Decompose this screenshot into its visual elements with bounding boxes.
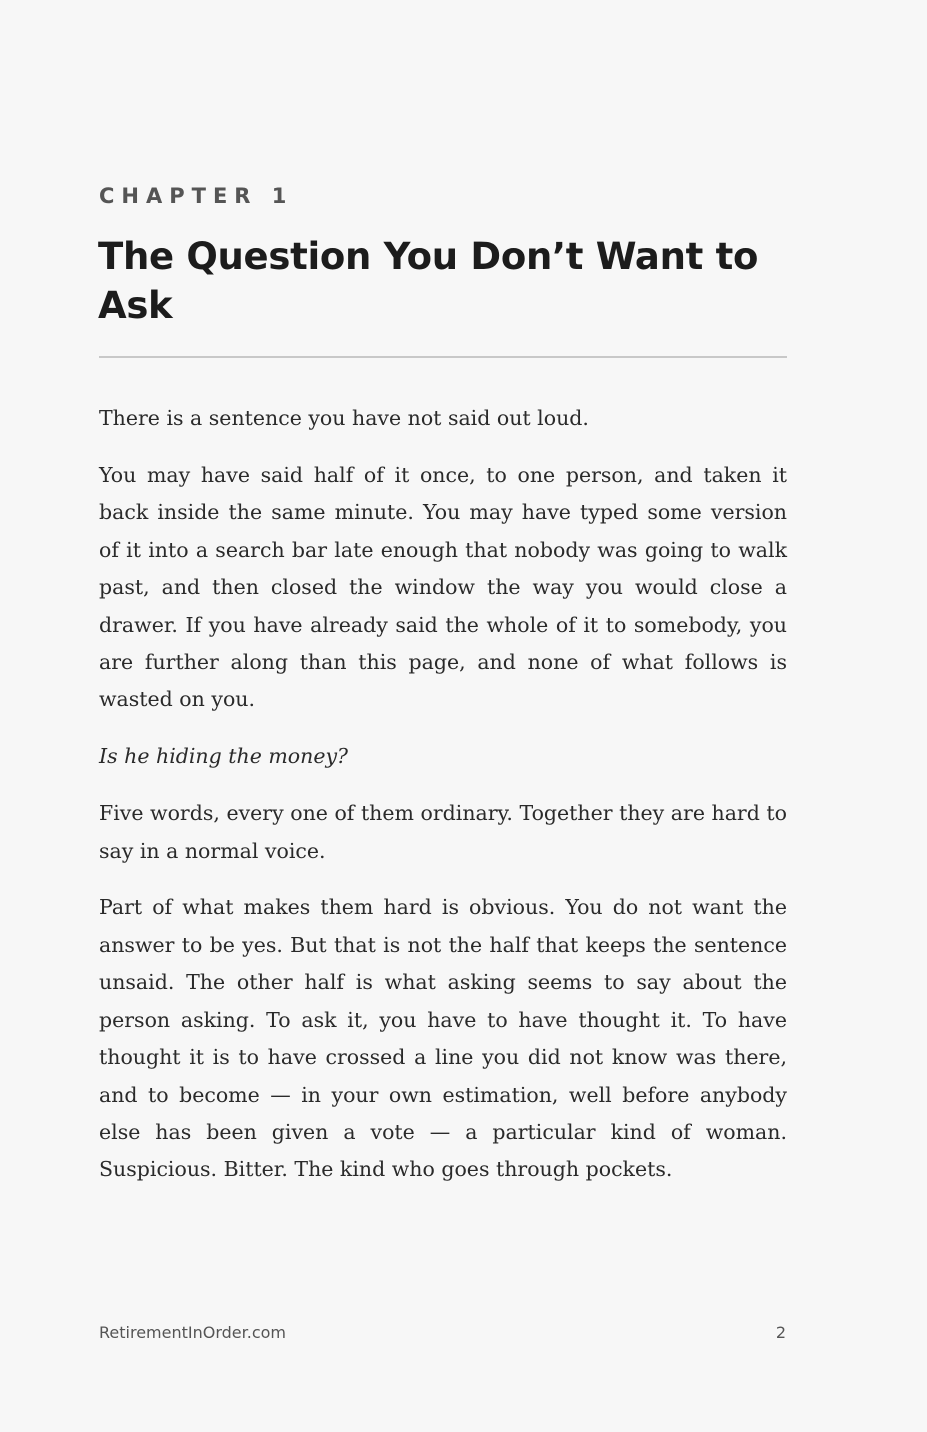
footer-page-number: 2 [775, 1323, 786, 1342]
title-divider [99, 356, 787, 358]
footer-website: RetirementInOrder.com [99, 1323, 286, 1342]
chapter-title: The Question You Don’t Want to Ask [98, 235, 759, 327]
paragraph-5: Part of what makes them hard is obvious. You do not want the answer to be yes. But that is not the half that keeps the sentence unsaid. The other half is what asking seems to say about the person asking. To ask it, you have to have thought it. To have thought it is to have crossed a line you did not know was there, and to become — in your own estimation, well before anybody else has been given a vote — a particular kind of woman. Suspicious. Bitter. The kind who goes through pockets. [99, 895, 787, 1182]
paragraph-2: You may have said half of it once, to one person, and taken it back inside the same minute. You may have typed some version of it into a search bar late enough that nobody was going to walk past, and then closed the window the way you would close a drawer. If you have already said the whole of it to somebody, you are further along than this page, and none of what follows is wasted on you. [99, 462, 787, 712]
paragraph-3-italic-question: Is he hiding the money? [99, 744, 349, 769]
paragraph-4: Five words, every one of them ordinary. Together they are hard to say in a normal voice. [99, 801, 787, 863]
paragraph-1: There is a sentence you have not said out loud. [99, 406, 589, 430]
chapter-body [99, 400, 787, 1208]
chapter-label: CHAPTER 1 [99, 184, 294, 208]
